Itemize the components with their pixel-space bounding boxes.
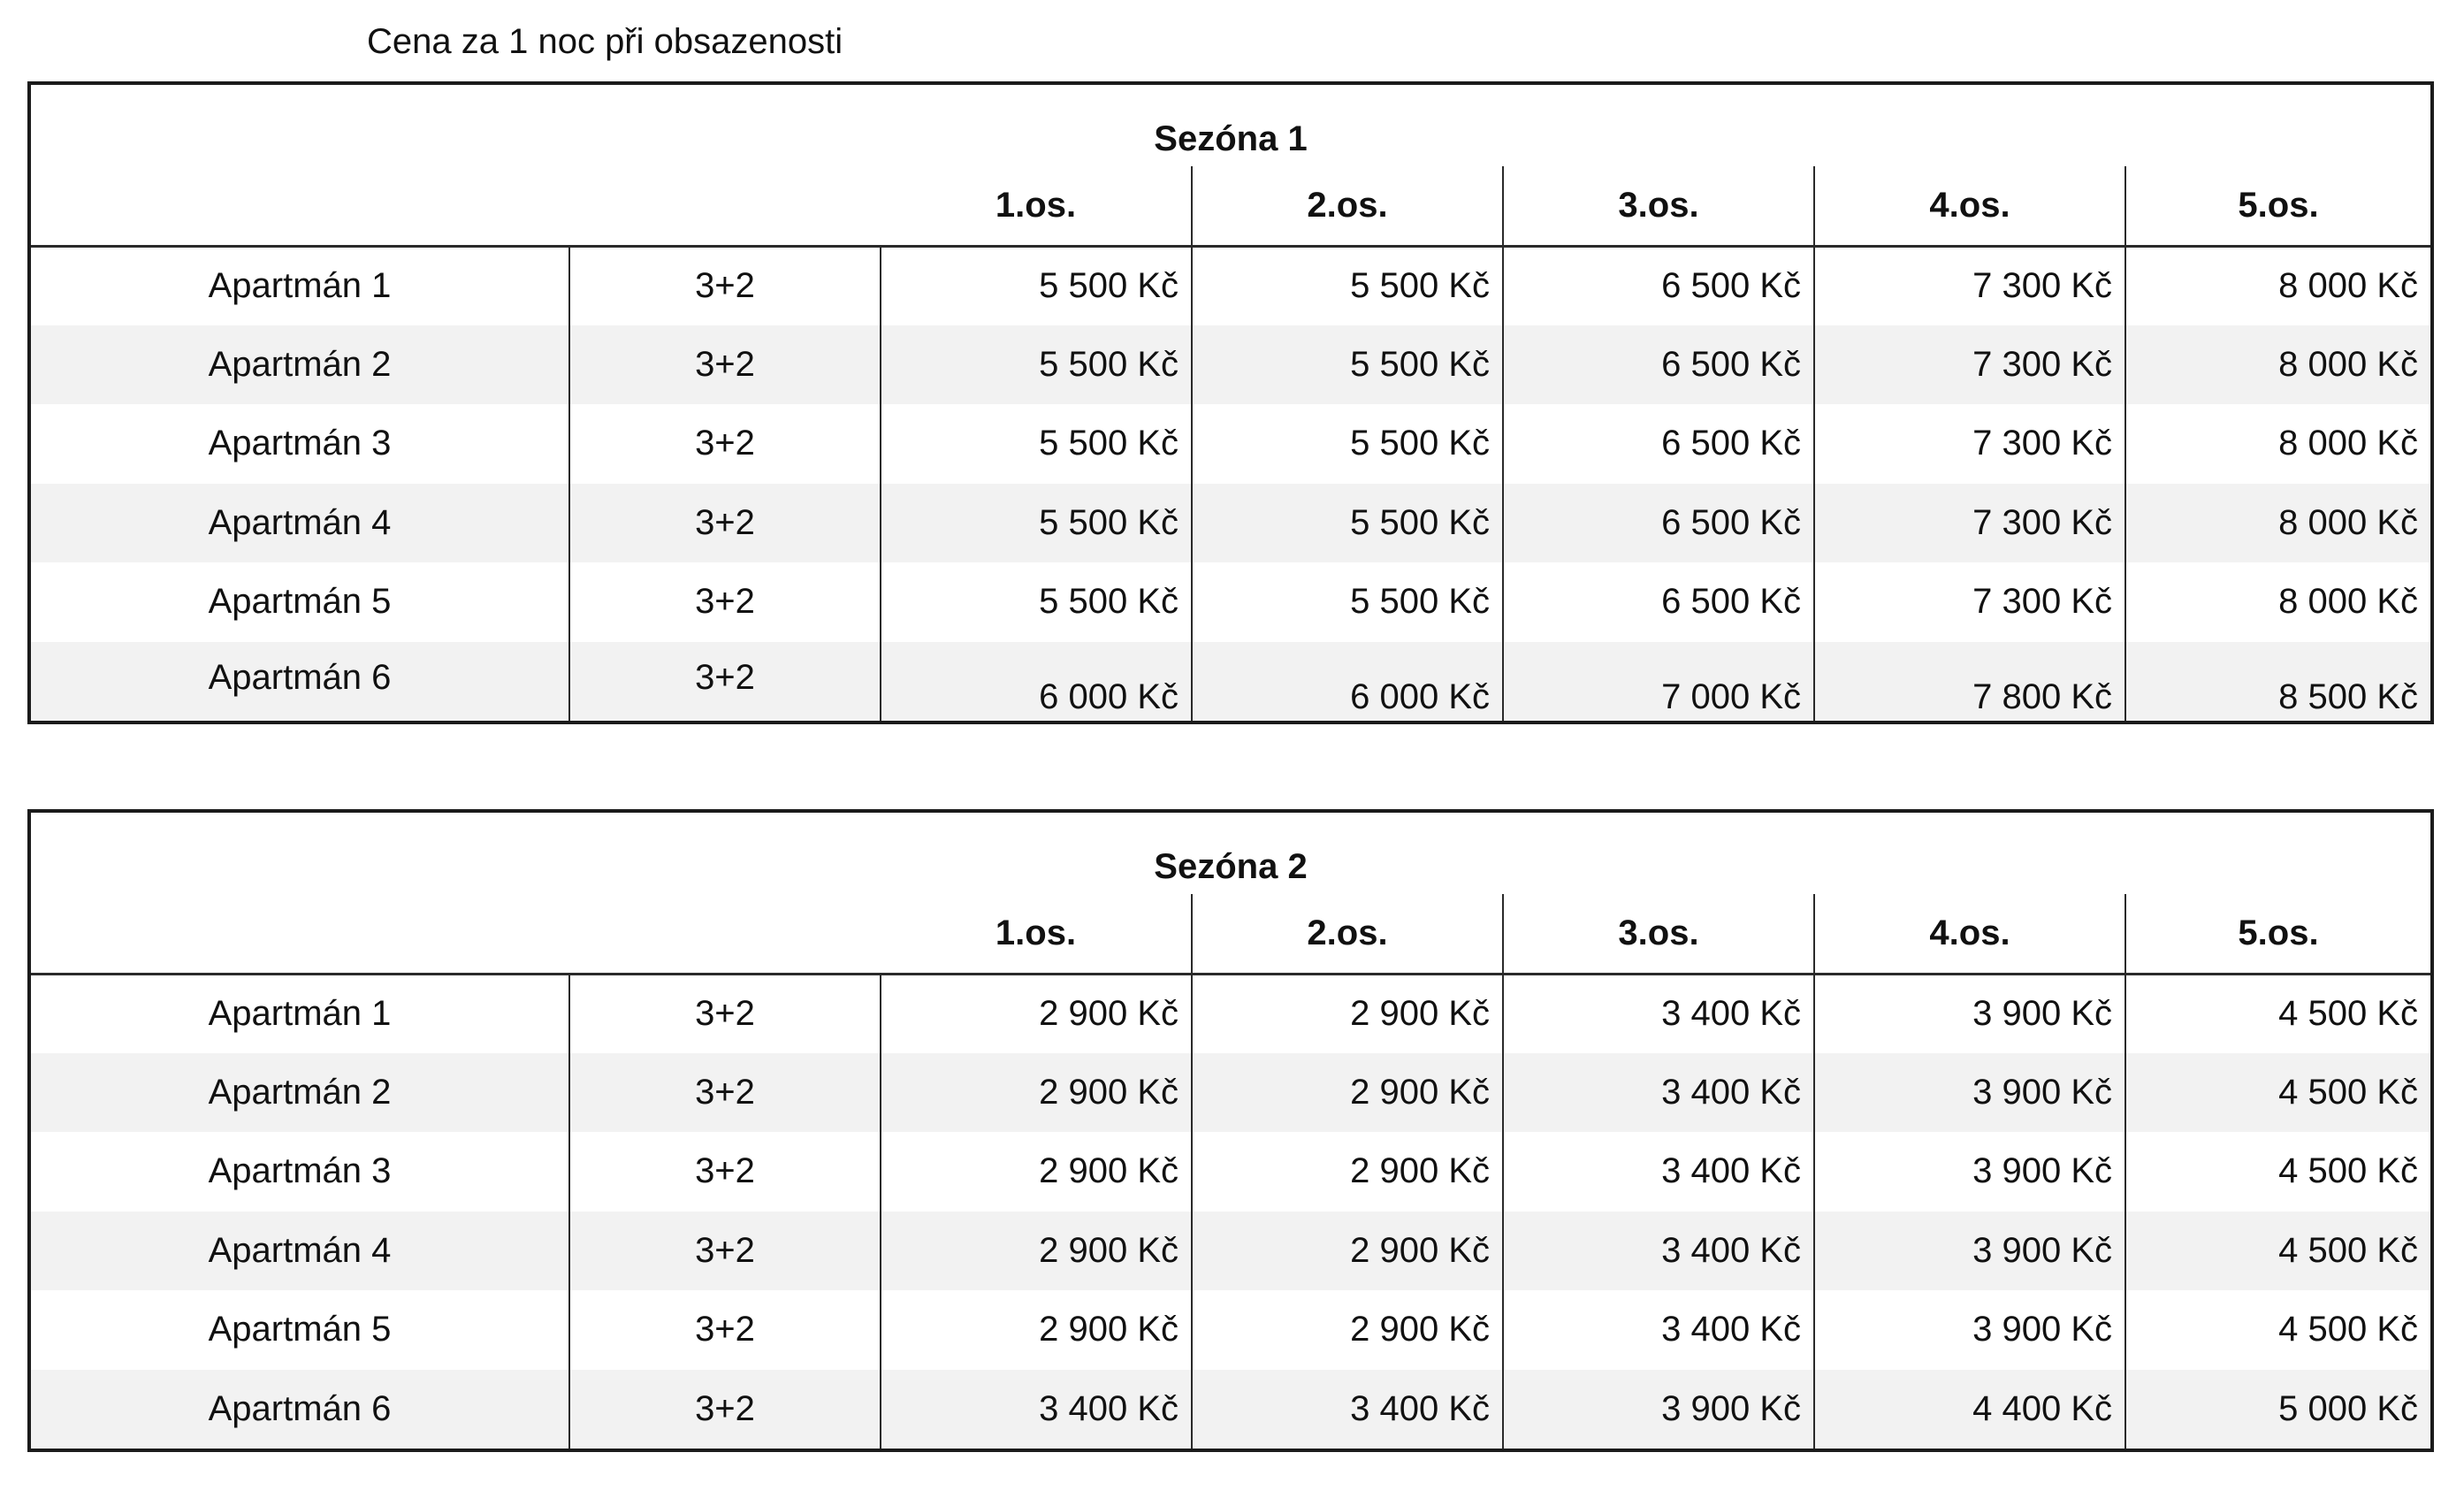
header-occupancy: 5.os. [2125,894,2430,974]
price-cell: 5 500 Kč [881,484,1192,563]
price-cell: 6 000 Kč [1192,642,1503,722]
price-cell: 5 500 Kč [881,246,1192,325]
table-row [31,642,2430,722]
table-row [31,1212,2430,1291]
header-occupancy: 5.os. [2125,166,2430,246]
price-cell: 5 500 Kč [881,404,1192,484]
price-cell: 7 300 Kč [1814,325,2125,405]
header-blank [31,894,569,974]
price-cell: 8 000 Kč [2125,404,2430,484]
price-cell: 2 900 Kč [881,1212,1192,1291]
apartment-type: 3+2 [569,484,881,563]
apartment-name: Apartmán 4 [31,484,569,563]
price-cell: 3 400 Kč [1503,1290,1814,1370]
price-cell: 7 300 Kč [1814,484,2125,563]
price-cell: 4 500 Kč [2125,974,2430,1053]
header-occupancy: 4.os. [1814,166,2125,246]
season-2-table [27,809,2434,1452]
apartment-type: 3+2 [569,1053,881,1133]
price-cell: 6 500 Kč [1503,246,1814,325]
price-cell: 5 500 Kč [881,325,1192,405]
table-row [31,325,2430,405]
price-cell: 6 500 Kč [1503,325,1814,405]
price-cell: 3 400 Kč [1192,1370,1503,1449]
price-cell: 3 900 Kč [1814,974,2125,1053]
table-row [31,246,2430,325]
apartment-name: Apartmán 4 [31,1212,569,1291]
table-row [31,562,2430,642]
apartment-type: 3+2 [569,562,881,642]
price-cell: 3 900 Kč [1814,1132,2125,1212]
header-occupancy: 3.os. [1503,894,1814,974]
apartment-name: Apartmán 5 [208,1310,392,1349]
apartment-name: Apartmán 3 [208,1151,392,1191]
apartment-type: 3+2 [569,246,881,325]
price-cell: 5 500 Kč [1192,404,1503,484]
apartment-name: Apartmán 5 [208,582,392,622]
price-cell: 4 500 Kč [2125,1212,2430,1291]
price-cell: 3 900 Kč [1814,1290,2125,1370]
price-cell: 3 400 Kč [881,1370,1192,1449]
table-row [31,1132,2430,1212]
table-row [31,484,2430,563]
price-cell: 7 300 Kč [1814,562,2125,642]
header-blank [31,166,569,246]
price-cell: 2 900 Kč [881,1132,1192,1212]
price-cell: 3 900 Kč [1814,1053,2125,1133]
price-cell: 2 900 Kč [1192,1053,1503,1133]
price-cell: 8 000 Kč [2125,246,2430,325]
price-cell: 3 400 Kč [1503,974,1814,1053]
price-cell: 3 400 Kč [1503,1132,1814,1212]
price-cell: 7 800 Kč [1814,642,2125,722]
apartment-name: Apartmán 2 [31,1053,569,1133]
apartment-type: 3+2 [569,1212,881,1291]
apartment-type: 3+2 [569,404,881,484]
price-cell: 7 000 Kč [1503,642,1814,722]
price-cell: 5 500 Kč [881,562,1192,642]
apartment-type: 3+2 [569,1370,881,1449]
apartment-type: 3+2 [569,325,881,405]
price-cell: 5 000 Kč [2125,1370,2430,1449]
price-cell: 5 500 Kč [1192,246,1503,325]
apartment-name: Apartmán 6 [31,642,569,722]
price-cell: 2 900 Kč [881,1290,1192,1370]
table-row [31,1053,2430,1133]
apartment-type: 3+2 [569,1290,881,1370]
header-occupancy: 4.os. [1814,894,2125,974]
price-cell: 6 500 Kč [1503,404,1814,484]
apartment-type: 3+2 [569,1132,881,1212]
price-cell: 2 900 Kč [1192,974,1503,1053]
header-occupancy: 1.os. [881,894,1192,974]
season-1-table [27,81,2434,724]
price-cell: 5 500 Kč [1192,484,1503,563]
price-cell: 5 500 Kč [1192,325,1503,405]
season-title: Sezóna 2 [1154,847,1308,886]
price-cell: 8 500 Kč [2125,642,2430,722]
price-cell: 7 300 Kč [1814,404,2125,484]
price-cell: 7 300 Kč [1814,246,2125,325]
header-blank [569,894,881,974]
price-cell: 3 400 Kč [1503,1053,1814,1133]
apartment-name: Apartmán 2 [31,325,569,405]
price-cell: 4 500 Kč [2125,1053,2430,1133]
price-cell: 6 500 Kč [1503,562,1814,642]
page-caption: Cena za 1 noc při obsazenosti [367,22,843,61]
apartment-type: 3+2 [569,974,881,1053]
price-cell: 2 900 Kč [881,974,1192,1053]
table-row [31,1290,2430,1370]
price-cell: 3 900 Kč [1814,1212,2125,1291]
header-occupancy: 2.os. [1192,894,1503,974]
price-cell: 4 500 Kč [2125,1132,2430,1212]
header-occupancy: 1.os. [881,166,1192,246]
apartment-name: Apartmán 1 [208,994,392,1033]
price-cell: 8 000 Kč [2125,325,2430,405]
table-row [31,974,2430,1053]
price-cell: 6 500 Kč [1503,484,1814,563]
price-cell: 3 900 Kč [1503,1370,1814,1449]
price-cell: 2 900 Kč [1192,1290,1503,1370]
price-table [31,813,2430,1449]
season-title: Sezóna 1 [1154,119,1308,158]
header-blank [569,166,881,246]
price-cell: 8 000 Kč [2125,562,2430,642]
price-cell: 4 400 Kč [1814,1370,2125,1449]
apartment-type: 3+2 [569,642,881,722]
price-cell: 2 900 Kč [1192,1132,1503,1212]
price-cell: 6 000 Kč [881,642,1192,722]
apartment-name: Apartmán 3 [208,424,392,463]
price-cell: 5 500 Kč [1192,562,1503,642]
table-row [31,404,2430,484]
header-occupancy: 3.os. [1503,166,1814,246]
price-cell: 2 900 Kč [881,1053,1192,1133]
table-row [31,1370,2430,1449]
price-cell: 3 400 Kč [1503,1212,1814,1291]
apartment-name: Apartmán 6 [31,1370,569,1449]
price-cell: 8 000 Kč [2125,484,2430,563]
price-cell: 4 500 Kč [2125,1290,2430,1370]
price-table [31,85,2430,721]
apartment-name: Apartmán 1 [208,266,392,305]
price-cell: 2 900 Kč [1192,1212,1503,1291]
header-occupancy: 2.os. [1192,166,1503,246]
